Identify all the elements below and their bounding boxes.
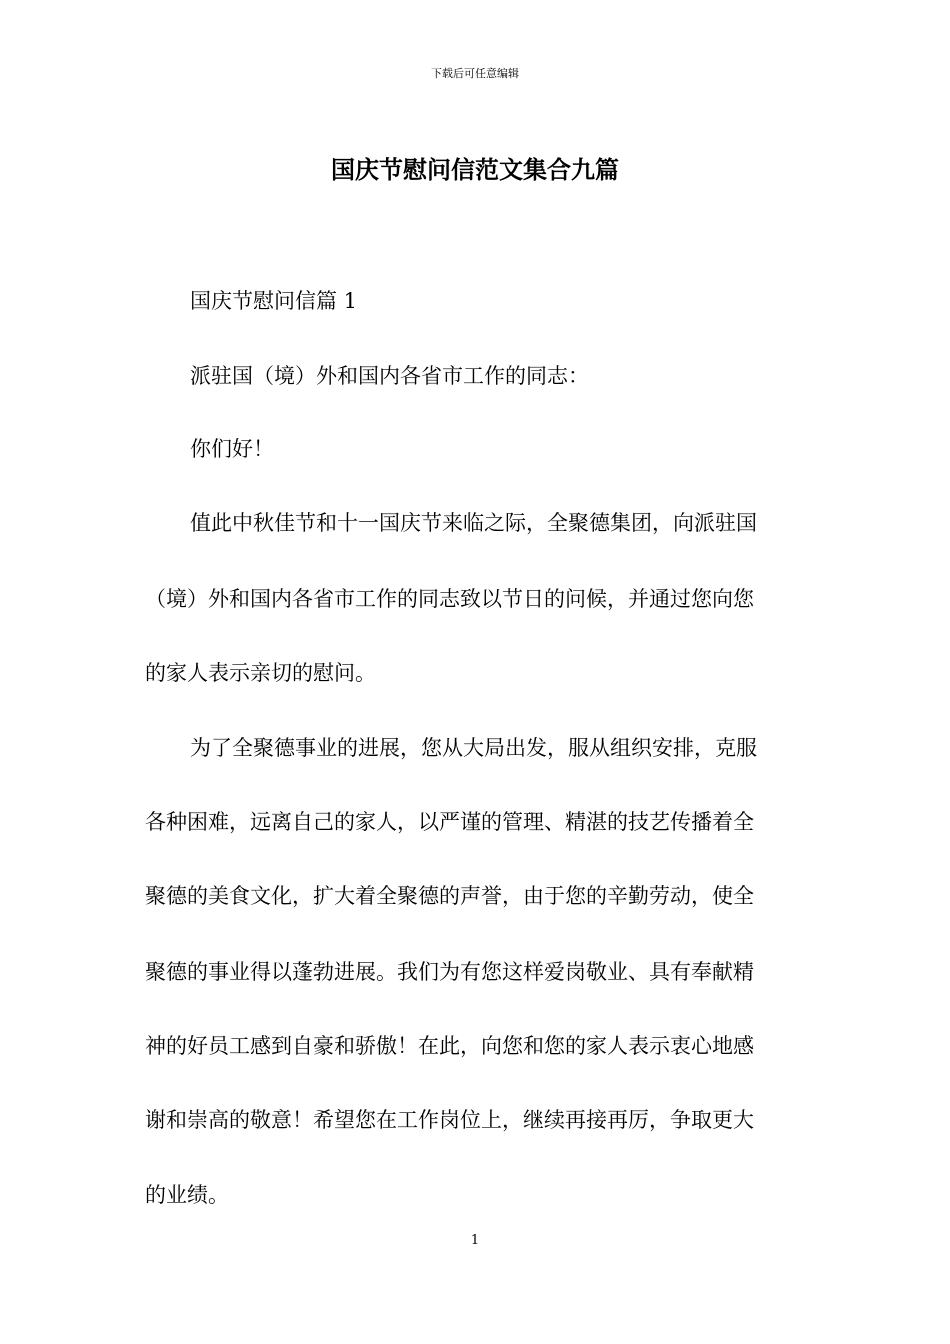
paragraph-line: 聚德的事业得以蓬勃进展。我们为有您这样爱岗敬业、具有奉献精 xyxy=(145,960,754,984)
paragraph-line: 为了全聚德事业的进展，您从大局出发，服从组织安排，克服 xyxy=(190,736,757,760)
paragraph-line: （境）外和国内各省市工作的同志致以节日的问候，并通过您向您 xyxy=(145,587,754,611)
page-number: 1 xyxy=(470,1233,480,1248)
paragraph-line: 值此中秋佳节和十一国庆节来临之际，全聚德集团，向派驻国 xyxy=(190,511,757,535)
paragraph-line: 谢和崇高的敬意！希望您在工作岗位上，继续再接再厉，争取更大 xyxy=(145,1108,754,1132)
greeting: 你们好！ xyxy=(190,437,274,461)
paragraph-line: 的业绩。 xyxy=(145,1183,229,1207)
header-note: 下载后可任意编辑 xyxy=(431,67,519,80)
paragraph-line: 聚德的美食文化，扩大着全聚德的声誉，由于您的辛勤劳动，使全 xyxy=(145,884,754,908)
paragraph-line: 的家人表示亲切的慰问。 xyxy=(145,661,376,685)
salutation-recipients: 派驻国（境）外和国内各省市工作的同志： xyxy=(190,364,589,388)
section-heading: 国庆节慰问信篇 1 xyxy=(190,289,358,313)
paragraph-line: 神的好员工感到自豪和骄傲！在此，向您和您的家人表示衷心地感 xyxy=(145,1034,754,1058)
document-title: 国庆节慰问信范文集合九篇 xyxy=(331,155,619,184)
paragraph-line: 各种困难，远离自己的家人，以严谨的管理、精湛的技艺传播着全 xyxy=(145,810,754,834)
